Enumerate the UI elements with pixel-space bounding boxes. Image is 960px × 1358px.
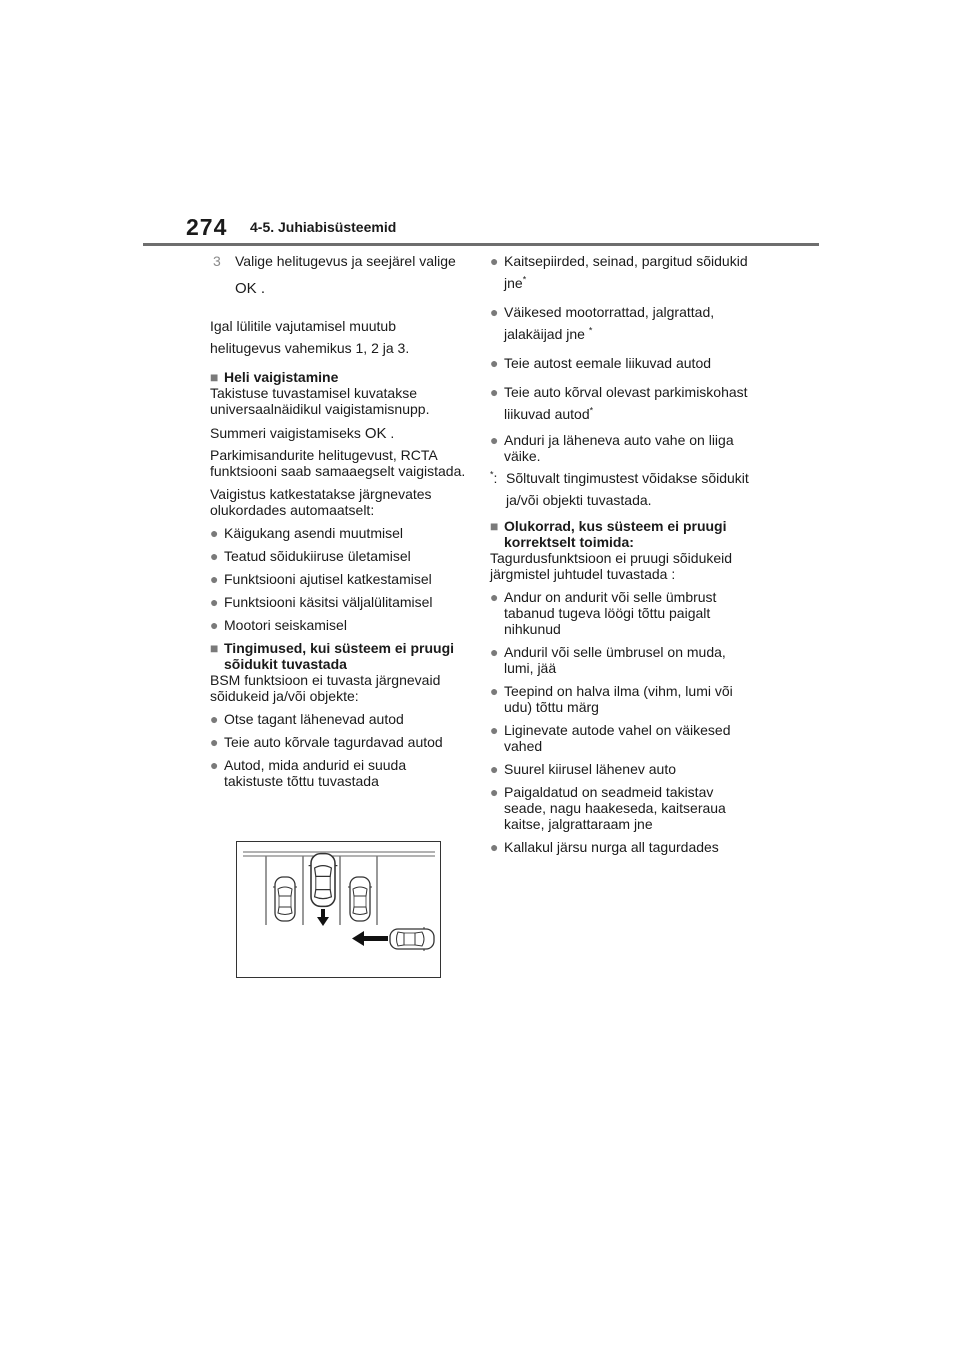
malfunction-p1: Tagurdusfunktsioon ei pruugi sõidukeid järgmistel juhtudel tuvastada : xyxy=(490,550,733,582)
mute-heading xyxy=(210,369,468,385)
list-item xyxy=(490,722,758,754)
bullet-icon: ● xyxy=(490,355,499,371)
bullet-icon: ● xyxy=(210,711,219,727)
volume-note: Igal lülitile vajutamisel muutub helitugevus vahemikus 1, 2 ja 3. xyxy=(210,318,410,356)
list-item-text: Suurel kiirusel lähenev auto xyxy=(504,761,676,777)
mute-list xyxy=(210,525,468,633)
conditions-p1: BSM funktsioon ei tuvasta järgnevaid sõidukeid ja/või objekte: xyxy=(210,672,441,704)
mute-p2-text: Summeri vaigistamiseks xyxy=(210,425,361,441)
list-item-text: Anduri ja läheneva auto vahe on liiga väike. xyxy=(504,432,734,464)
list-item-text: Funktsiooni käsitsi väljalülitamisel xyxy=(224,594,433,610)
list-item-label: Teie auto kõrval olevast parkimiskohast liikuvad autod xyxy=(504,384,748,422)
list-item-label: Kaitsepiirded, seinad, pargitud sõidukid jne xyxy=(504,253,748,291)
square-bullet-icon: ■ xyxy=(210,369,219,385)
list-item xyxy=(490,381,758,425)
bullet-icon: ● xyxy=(210,594,219,610)
list-item-text: Mootori seiskamisel xyxy=(224,617,347,633)
footnote-star: * xyxy=(490,469,494,480)
list-item xyxy=(210,711,468,727)
bullet-icon: ● xyxy=(490,761,499,777)
mute-p2 xyxy=(210,422,468,445)
list-item xyxy=(490,644,758,676)
conditions-heading-text: Tingimused, kui süsteem ei pruugi sõidukit tuvastada xyxy=(224,640,455,672)
malfunction-list xyxy=(490,589,758,855)
list-item-label: Väikesed mootorrattad, jalgrattad, jalakäijad jne xyxy=(504,304,715,342)
bullet-icon: ● xyxy=(490,589,499,605)
square-bullet-icon: ■ xyxy=(210,640,219,656)
malfunction-heading xyxy=(490,518,758,550)
step-text: Valige helitugevus ja seejärel valige xyxy=(235,253,456,269)
bullet-icon: ● xyxy=(210,617,219,633)
list-item-text: Otse tagant lähenevad autod xyxy=(224,711,404,727)
list-item xyxy=(490,589,758,637)
parking-diagram xyxy=(236,841,441,978)
footnote-colon: : xyxy=(493,470,498,486)
conditions-list xyxy=(210,711,468,789)
list-item-text xyxy=(504,250,758,294)
list-item-text: Kallakul järsu nurga all tagurdades xyxy=(504,839,719,855)
bullet-icon: ● xyxy=(490,683,499,699)
list-item-text: Funktsiooni ajutisel katkestamisel xyxy=(224,571,432,587)
ok-line-period: . xyxy=(260,280,266,297)
list-item xyxy=(210,571,468,587)
right-column xyxy=(490,253,758,862)
bullet-icon: ● xyxy=(490,432,499,448)
list-item-text: Teie auto kõrvale tagurdavad autod xyxy=(224,734,443,750)
list-item xyxy=(210,617,468,633)
list-item-text: Teatud sõidukiiruse ületamisel xyxy=(224,548,411,564)
bullet-icon: ● xyxy=(210,571,219,587)
bullet-icon: ● xyxy=(210,757,219,773)
mute-p4: Vaigistus katkestatakse järgnevates olukordades automaatselt: xyxy=(210,486,432,518)
mute-p1: Takistuse tuvastamisel kuvatakse universaalnäidikul vaigistamisnupp. xyxy=(210,385,430,417)
list-item-text: Teie autost eemale liikuvad autod xyxy=(504,355,712,371)
square-bullet-icon: ■ xyxy=(490,518,499,534)
footnote-star: * xyxy=(522,274,527,285)
step-number: 3 xyxy=(213,253,221,269)
mute-p2-period: . xyxy=(390,425,395,441)
list-item-text: Käigukang asendi muutmisel xyxy=(224,525,403,541)
undetected-list xyxy=(490,250,758,464)
list-item-text: Andur on andurit või selle ümbrust tabanud tugeva löögi tõttu paigalt nihkunud xyxy=(504,589,717,637)
list-item-text xyxy=(504,301,758,345)
ok-button-symbol: OK xyxy=(235,280,257,297)
list-item xyxy=(490,250,758,294)
bullet-icon: ● xyxy=(490,839,499,855)
bullet-icon: ● xyxy=(490,253,499,269)
list-item xyxy=(210,594,468,610)
footnote-mark xyxy=(490,467,506,511)
bullet-icon: ● xyxy=(210,525,219,541)
bullet-icon: ● xyxy=(210,548,219,564)
footnote-star: * xyxy=(589,405,594,416)
bullet-icon: ● xyxy=(490,644,499,660)
list-item xyxy=(490,761,758,777)
list-item xyxy=(490,784,758,832)
list-item xyxy=(490,432,758,464)
list-item-text: Teepind on halva ilma (vihm, lumi või udu) tõttu märg xyxy=(504,683,733,715)
bullet-icon: ● xyxy=(490,384,499,400)
list-item-text: Anduril või selle ümbrusel on muda, lumi, jää xyxy=(504,644,726,676)
footnote-star: * xyxy=(588,325,593,336)
list-item xyxy=(490,301,758,345)
left-column xyxy=(210,253,468,796)
list-item xyxy=(210,757,468,789)
parking-diagram-illustration xyxy=(237,842,440,977)
list-item-text: Paigaldatud on seadmeid takistav seade, nagu haakeseda, kaitseraua kaitse, jalgrattaraam jne xyxy=(504,784,726,832)
list-item xyxy=(490,683,758,715)
list-item xyxy=(490,352,758,374)
list-item xyxy=(210,734,468,750)
list-item-text: Autod, mida andurid ei suuda takistuste tõttu tuvastada xyxy=(224,757,407,789)
step-3 xyxy=(210,253,468,269)
list-item xyxy=(210,548,468,564)
section-title: 4-5. Juhiabisüsteemid xyxy=(250,219,397,235)
footnote-text: Sõltuvalt tingimustest võidakse sõidukit ja/või objekti tuvastada. xyxy=(506,470,749,508)
list-item-text xyxy=(504,381,758,425)
ok-line xyxy=(210,281,468,297)
malfunction-heading-text: Olukorrad, kus süsteem ei pruugi korrektselt toimida: xyxy=(504,518,727,550)
bullet-icon: ● xyxy=(490,722,499,738)
mute-heading-text: Heli vaigistamine xyxy=(224,369,339,385)
conditions-heading xyxy=(210,640,468,672)
list-item xyxy=(210,525,468,541)
ok-button-symbol: OK xyxy=(364,425,387,442)
page-number: 274 xyxy=(186,214,228,240)
bullet-icon: ● xyxy=(210,734,219,750)
footnote xyxy=(490,467,758,511)
bullet-icon: ● xyxy=(490,784,499,800)
mute-p3: Parkimisandurite helitugevust, RCTA funktsiooni saab samaaegselt vaigistada. xyxy=(210,447,466,479)
header-rule xyxy=(143,243,819,246)
list-item-text: Liginevate autode vahel on väikesed vahed xyxy=(504,722,731,754)
list-item xyxy=(490,839,758,855)
bullet-icon: ● xyxy=(490,304,499,320)
